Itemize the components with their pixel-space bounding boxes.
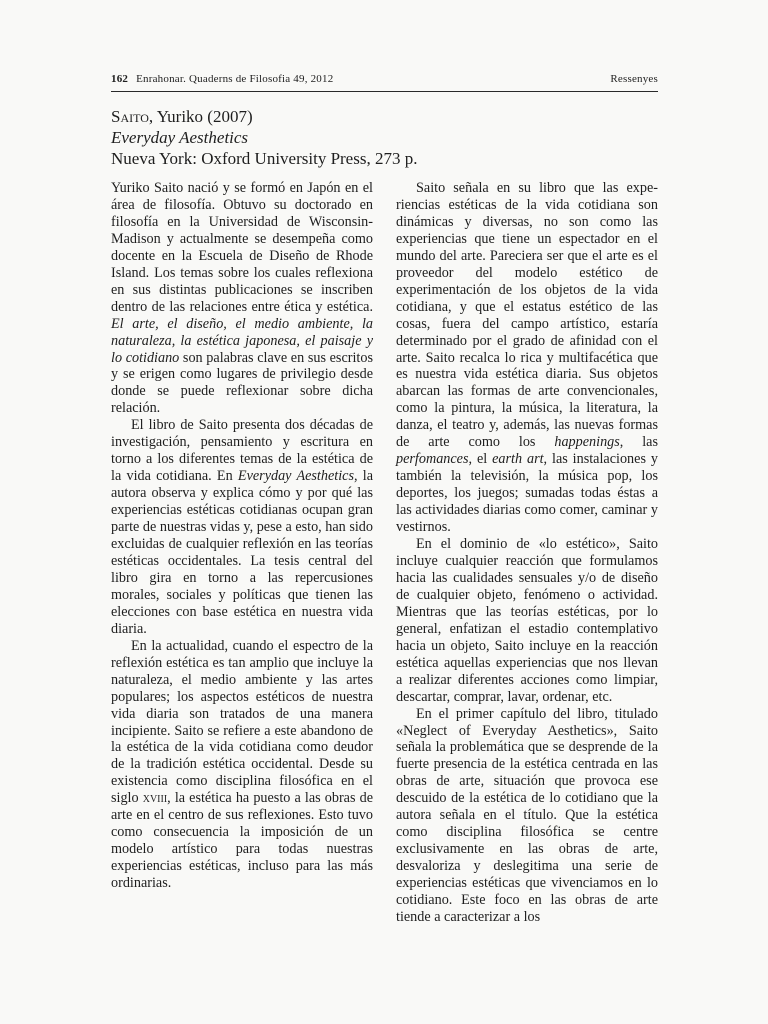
paragraph: En el dominio de «lo estético», Saito incluye cualquier reacción que formulamos hacia las cualidades sensuales y/o de diseño de cualquier objeto, fenómeno o actividad. Mientras que las teorías estéticas, por lo general, enfatizan el estadio contemplativo hacia un objeto, Saito incluye en la reacción estética aquellas experiencias que nos llevan a realizar diferentes acciones como limpiar, descartar, comprar, lavar, ordenar, etc. (396, 536, 658, 705)
text-run: En la actualidad, cuando el espectro de la reflexión estética es tan amplio que incluye la naturaleza, el medio ambiente y las artes populares; los aspectos estéticos de nuestra vida diaria son tratados de una manera incipiente. Saito se refiere a este abandono de la estética de la vida cotidiana como deudor de la tradición estética occidental. Desde su existencia como disciplina filosófica en el siglo (111, 637, 373, 807)
text-run: , la estética ha puesto a las obras de arte en el centro de sus reflexiones. Esto tuvo como consecuencia la imposición de un modelo artístico para todas nuestras experiencias estéticas, incluso para las más ordinarias. (111, 790, 374, 892)
page-number: 162 (111, 73, 129, 85)
text-run: , las (619, 434, 658, 451)
text-run: , la autora observa y explica cómo y por qué las experiencias estéticas cotidianas ocupan gran parte de nuestras vidas y, pese a esto, han sido excluidas de cualquier reflexión en las teorías estéticas occidentales. La tesis central del libro gira en torno a las repercusiones morales, sociales y políticas que tienen las elecciones con base estética en nuestra vida diaria. (111, 468, 373, 637)
text-run: Saito señala en su libro que las experiencias estéticas de la vida cotidiana son dinámicas y diversas, no son como las experiencias que tiene un espectador en el mundo del arte. Pareciera ser que el arte es el proveedor del modelo estético de experimentación de los objetos de la vida cotidiana, y que el estatus estético de las cosas, fuera del campo artístico, estaría determinado por el grado de afinidad con el arte. Saito recalca lo rica y multifacética que es nuestra vida estética diaria. Sus objetos abarcan las formas de arte convencionales, como la pintura, la música, la literatura, la danza, el teatro y, además, las nuevas formas de arte como los (396, 180, 658, 451)
italic-term: earth art (492, 451, 544, 468)
text-run: El libro de Saito presenta dos décadas de investigación, pensamiento y escritura en torno a los diferentes temas de la estética de la vida cotidiana. En (111, 417, 373, 485)
text-run: son palabras clave en sus escritos y se erigen como lugares de privilegio desde donde se puede reflexionar sobre dicha relación. (111, 349, 373, 417)
review-heading (111, 106, 658, 169)
running-header (111, 69, 658, 89)
author-given-and-year: , Yuriko (2007) (148, 107, 253, 126)
paragraph (111, 638, 373, 892)
section-label: Ressenyes (610, 73, 658, 85)
left-column (111, 180, 373, 892)
italic-keywords: El arte, el diseño, el medio ambiente, la naturaleza, la estética japonesa, el paisaje y lo cotidiano (111, 315, 373, 366)
paragraph (111, 180, 373, 417)
text-run: Yuriko Saito nació y se formó en Japón en el área de filosofía. Obtuvo su doctorado en filosofía en la Universidad de Wisconsin-Madison y actualmente se desempeña como docente en la Escuela de Diseño de Rhode Island. Los temas sobre los cuales reflexiona en sus distintas publicaciones se inscriben dentro de las relaciones entre ética y estética. (111, 180, 373, 315)
author-line (111, 106, 658, 127)
italic-book-title: Everyday Aesthetics (237, 468, 354, 485)
italic-term: perfomances (396, 451, 469, 468)
book-title: Everyday Aesthetics (111, 128, 249, 147)
century-numeral: xviii (142, 790, 168, 807)
text-run: , las instalaciones y también la televisión, la música pop, los deportes, los juegos; sumadas todas éstas a las actividades diarias como comer, caminar y vestirnos. (396, 451, 658, 536)
right-column (396, 180, 658, 926)
paragraph (111, 417, 373, 637)
text-run: , el (468, 451, 493, 468)
publication-info: Nueva York: Oxford University Press, 273 p. (111, 149, 418, 168)
journal-title: Enrahonar. Quaderns de Filosofia 49, 2012 (136, 73, 334, 85)
italic-term: happenings (554, 434, 620, 451)
paragraph: En el primer capítulo del libro, titulado «Neglect of Everyday Aesthetics», Saito señala la problemática que se desprende de la fuerte presencia de la estética centrada en las obras de arte, situación que provoca ese descuido de la estética de lo cotidiano que la autora señala en el título. Que la estética como disciplina filosófica se centre exclusivamente en las obras de arte, desvaloriza y deslegitima una serie de experiencias estéticas que vivenciamos en lo cotidiano. Este foco en las obras de arte tiende a caracterizar a los (396, 705, 658, 925)
author-surname: Saito (111, 107, 149, 126)
paragraph (396, 180, 658, 536)
header-rule (111, 91, 658, 92)
